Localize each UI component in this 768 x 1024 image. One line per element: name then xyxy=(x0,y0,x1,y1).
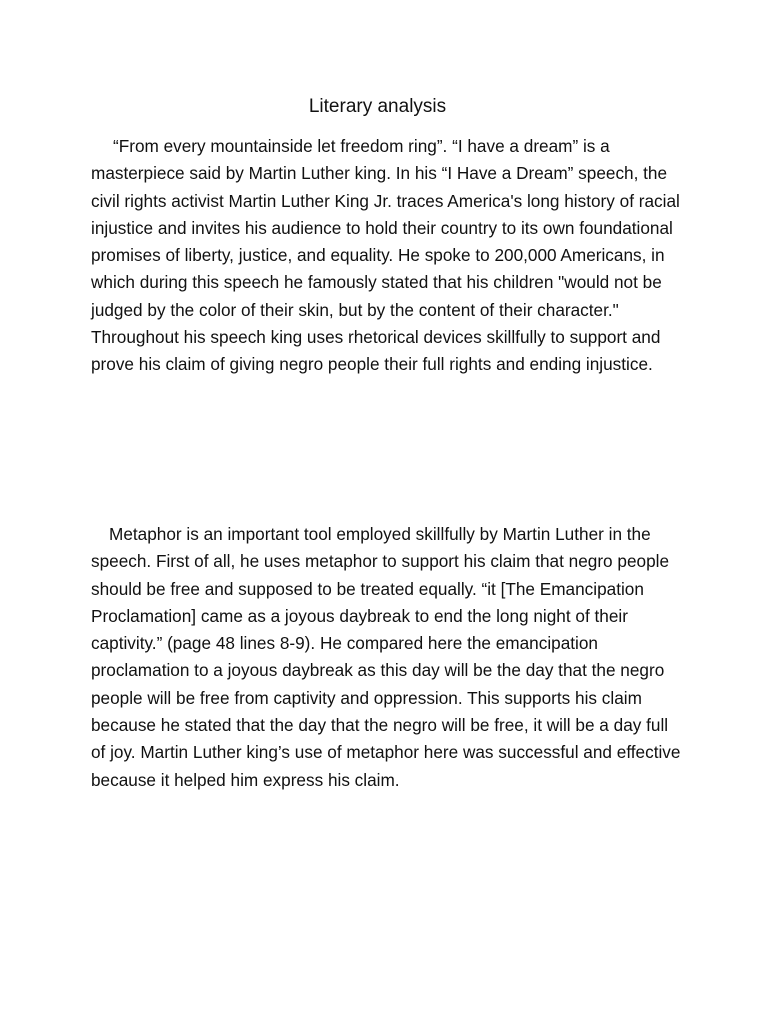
paragraph-metaphor: Metaphor is an important tool employed skillfully by Martin Luther in the speech. First of all, he uses metaphor to support his claim that negro people should be free and supposed to be treated equally. “it [The Emancipation Proclamation] came as a joyous daybreak to end the long night of their captivity.” (page 48 lines 8-9). He compared here the emancipation proclamation to a joyous daybreak as this day will be the day that the negro people will be free from captivity and oppression. This supports his claim because he stated that the day that the negro will be free, it will be a day full of joy. Martin Luther king’s use of metaphor here was successful and effective because it helped him express his claim. xyxy=(91,524,681,790)
document-title: Literary analysis xyxy=(308,96,447,117)
paragraph-introduction: “From every mountainside let freedom ring”. “I have a dream” is a masterpiece said by Martin Luther king. In his “I Have a Dream” speech, the civil rights activist Martin Luther King Jr. traces America's long history of racial injustice and invites his audience to hold their country to its own foundational promises of liberty, justice, and equality. He spoke to 200,000 Americans, in which during this speech he famously stated that his children "would not be judged by the color of their skin, but by the content of their character." Throughout his speech king uses rhetorical devices skillfully to support and prove his claim of giving negro people their full rights and ending injustice. xyxy=(91,136,680,375)
